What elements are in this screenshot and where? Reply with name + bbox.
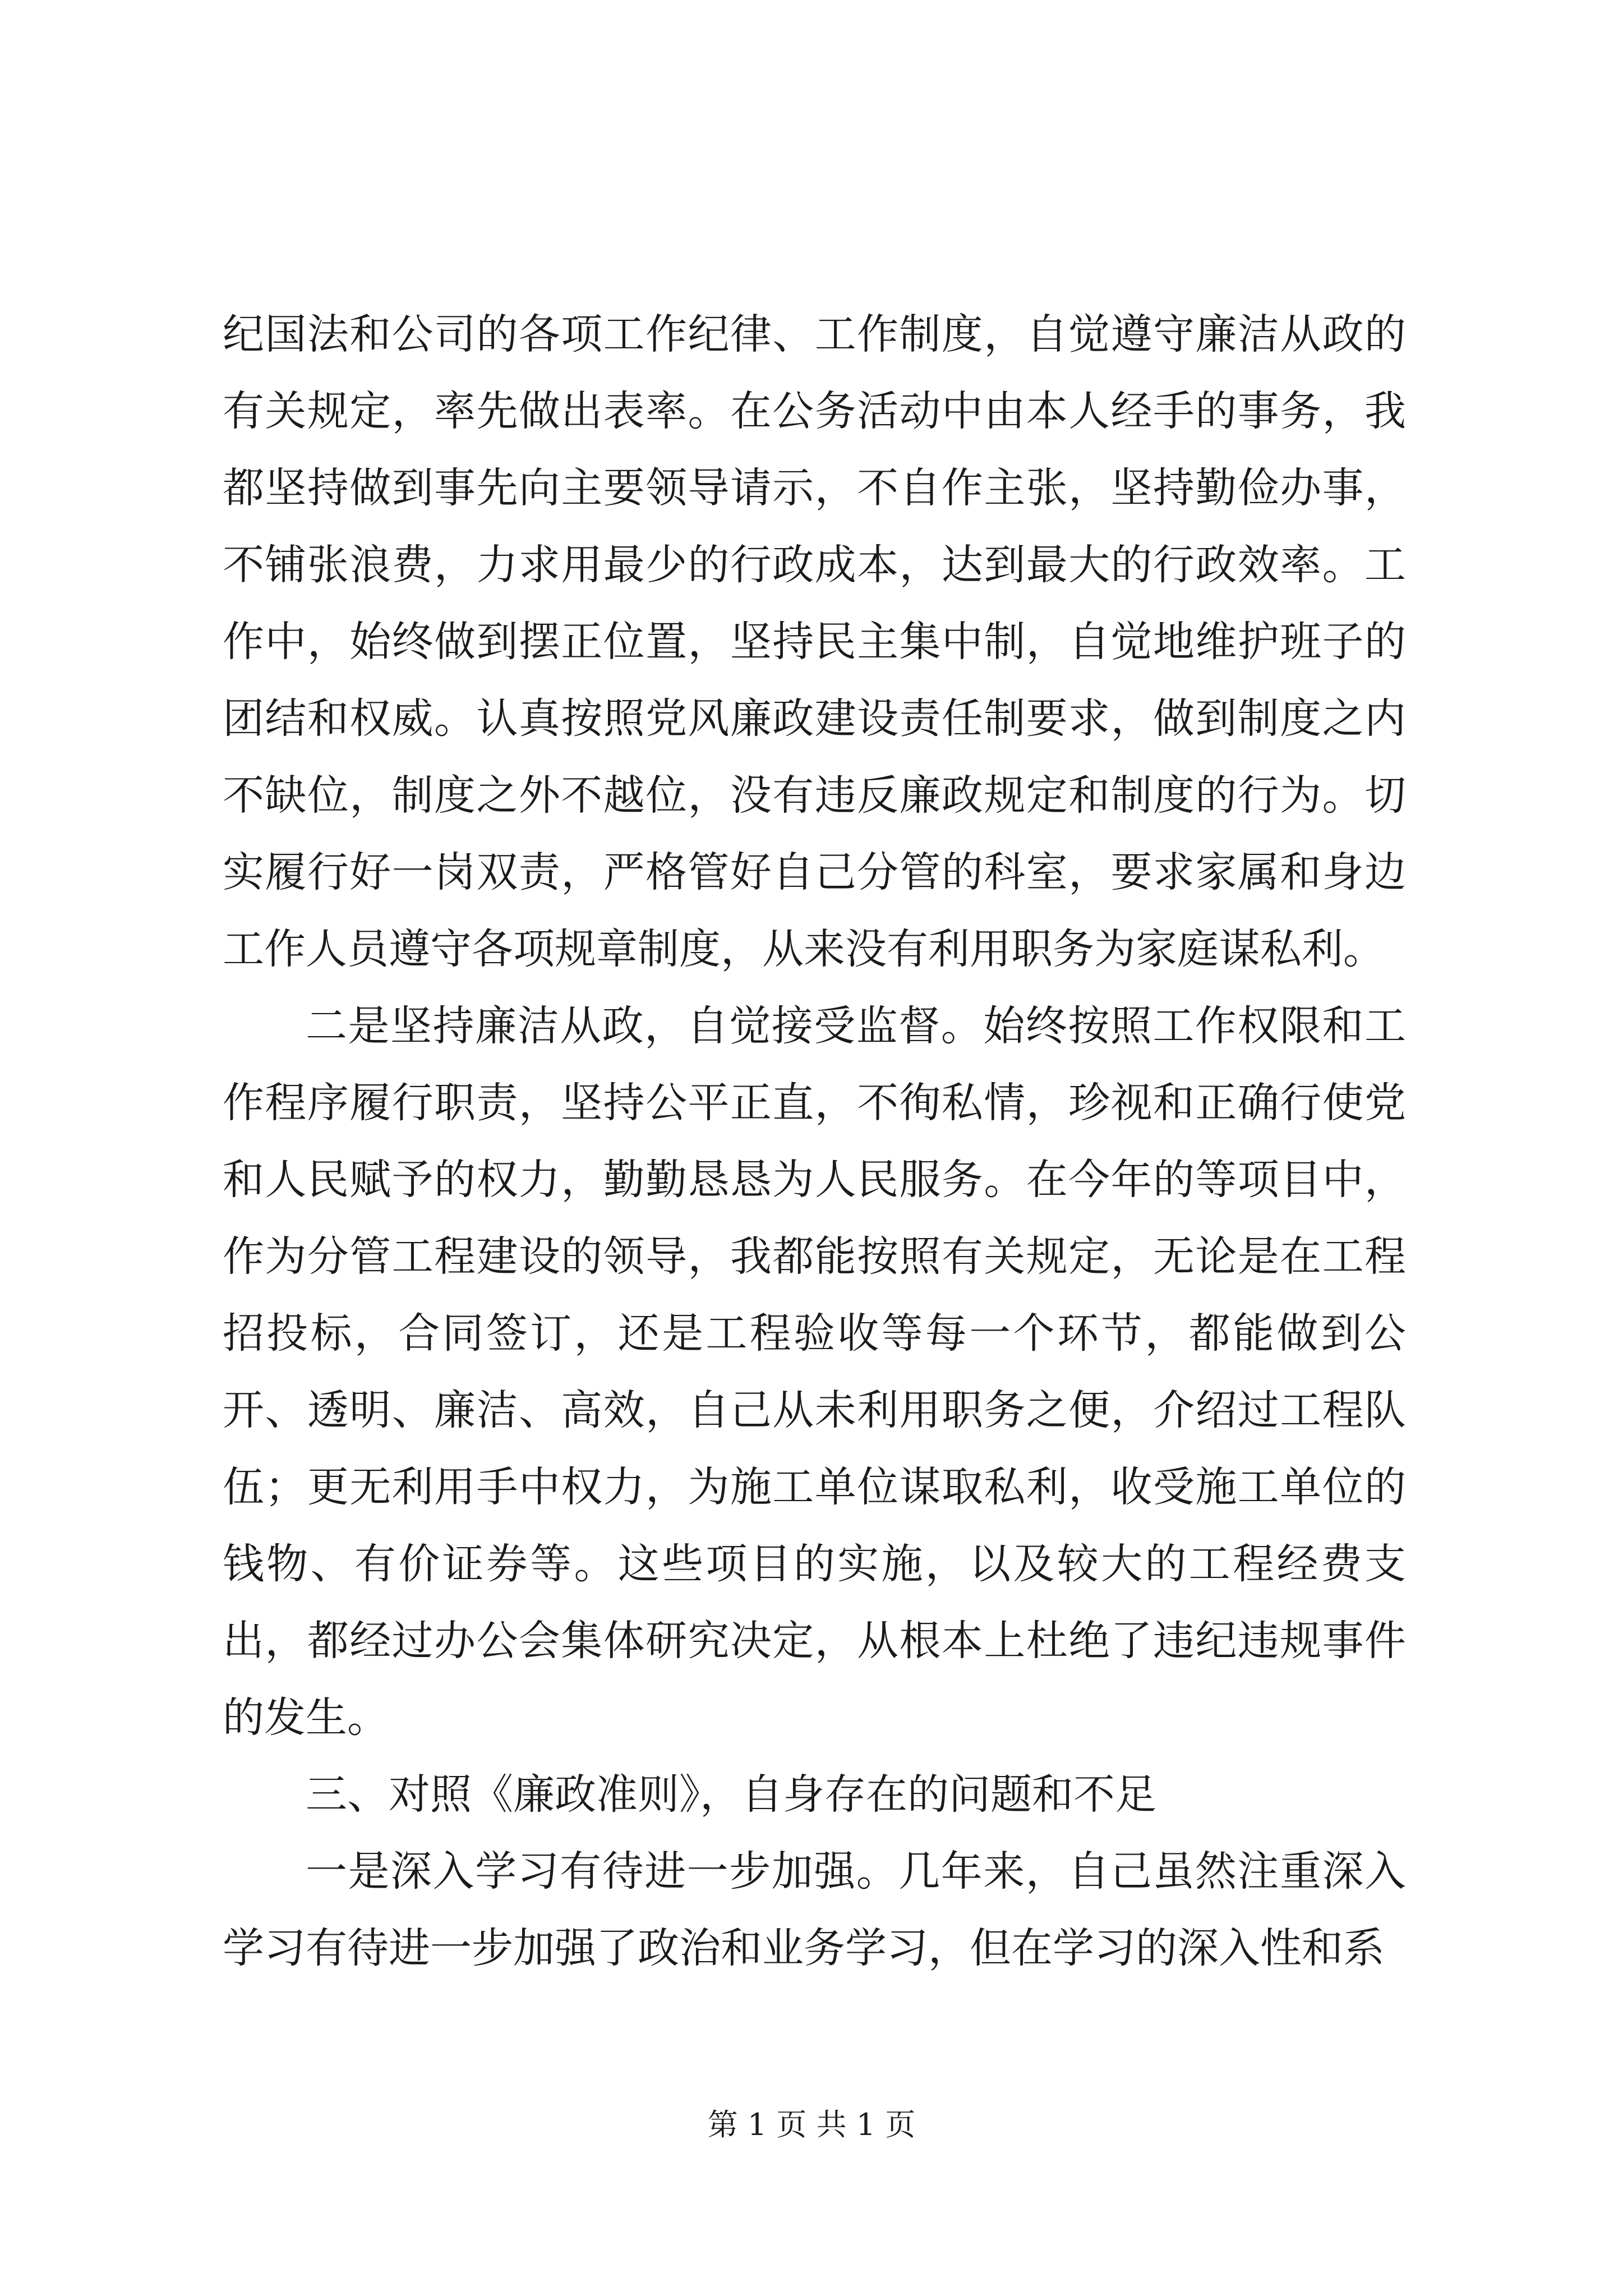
page-footer: 第 1 页 共 1 页 [707, 2107, 916, 2142]
paragraph-continuation: 纪国法和公司的各项工作纪律、工作制度，自觉遵守廉洁从政的有关规定，率先做出表率。在公务活动中由本人经手的事务，我都坚持做到事先向主要领导请示，不自作主张，坚持勤俭办事，不铺张浪费，力求用最少的行政成本，达到最大的行政效率。工作中，始终做到摆正位置，坚持民主集中制，自觉地维护班子的团结和权威。认真按照党风廉政建设责任制要求，做到制度之内不缺位，制度之外不越位，没有违反廉政规定和制度的行为。切实履行好一岗双责，严格管好自己分管的科室，要求家属和身边工作人员遵守各项规章制度，从来没有利用职务为家庭谋私利。 [223, 310, 1406, 973]
paragraph-supervision: 二是坚持廉洁从政，自觉接受监督。始终按照工作权限和工作程序履行职责，坚持公平正直，不徇私情，珍视和正确行使党和人民赋予的权力，勤勤恳恳为人民服务。在今年的等项目中，作为分管工程建设的领导，我都能按照有关规定，无论是在工程招投标，合同签订，还是工程验收等每一个环节，都能做到公开、透明、廉洁、高效，自己从未利用职务之便，介绍过工程队伍；更无利用手中权力，为施工单位谋取私利，收受施工单位的钱物、有价证券等。这些项目的实施，以及较大的工程经费支出，都经过办公会集体研究决定，从根本上杜绝了违纪违规事件的发生。 [223, 1002, 1406, 1742]
document-body [223, 296, 1406, 1987]
section-heading-problems: 三、对照《廉政准则》，自身存在的问题和不足 [306, 1770, 1156, 1819]
paragraph-study: 一是深入学习有待进一步加强。几年来，自己虽然注重深入学习有待进一步加强了政治和业务学习，但在学习的深入性和系 [223, 1847, 1406, 1972]
